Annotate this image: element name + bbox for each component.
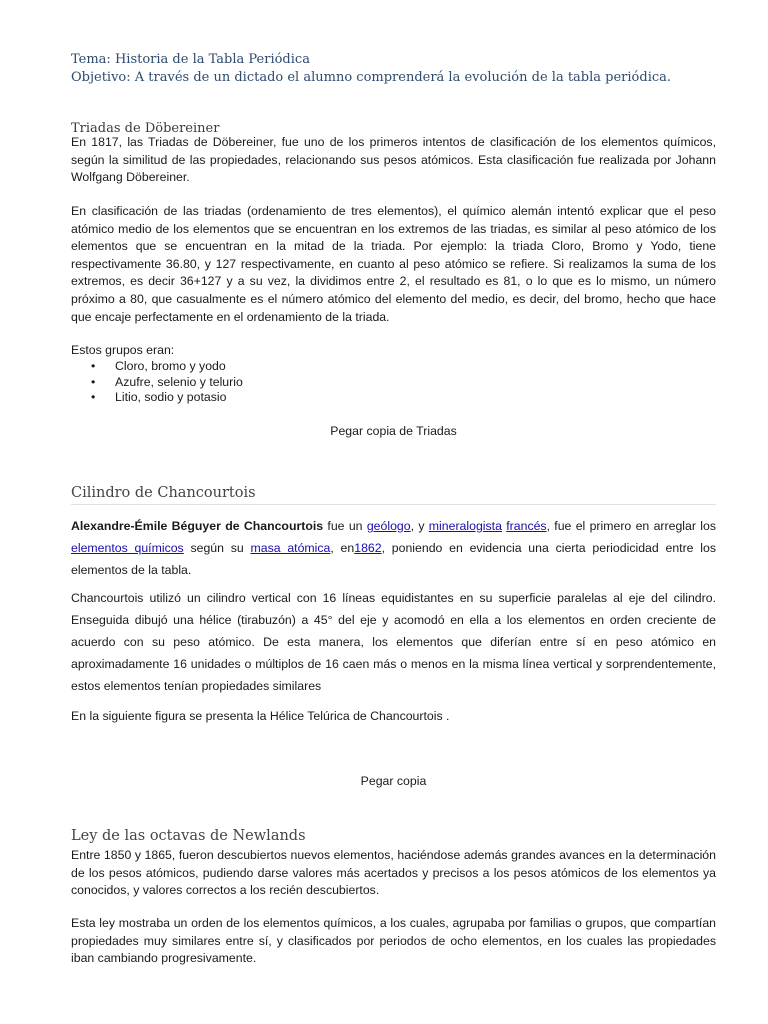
cilindro-heading-rule — [71, 504, 716, 505]
newlands-heading: Ley de las octavas de Newlands — [71, 828, 306, 844]
text-run: fue un — [323, 519, 367, 533]
text-run: , y — [410, 519, 429, 533]
cilindro-paragraph-2: Chancourtois utilizó un cilindro vertical con 16 líneas equidistantes en su superficie paralelas al eje del cilindro. Enseguida dibujó una hélice (tirabuzón) a 45° del eje y acomodó en ella a los elementos en orden creciente de acuerdo con su peso atómico. De esta manera, los elementos que diferían entre sí en peso atómico en aproximadamente 16 unidades o múltiplos de 16 caen más o menos en la misma línea vertical y sorprendentemente, estos elementos tenían propiedades similares — [71, 591, 716, 693]
triadas-paragraph-2: En clasificación de las triadas (ordenamiento de tres elementos), el químico alemán intentó explicar que el peso atómico medio de los elementos que se encuentran en los extremos de las triadas, es similar al peso atómico de los elementos que se encuentran en la mitad de la triada. Por ejemplo: la triada Cloro, Bromo y Yodo, tiene respectivamente 36.80, y 127 respectivamente, en cuanto al peso atómico se refiere. Si realizamos la suma de los extremos, es decir 36+127 y a su vez, la dividimos entre 2, el resultado es 81, o lo que es lo mismo, un número próximo a 80, que casualmente es el número atómico del elemento del medio, es decir, del bromo, hecho que hace que encaje perfectamente en el ordenamiento de la triada. — [71, 204, 716, 324]
list-item-text: Azufre, selenio y telurio — [115, 374, 243, 389]
text-run: , poniendo en evidencia una cierta periodicidad entre los elementos de la tabla. — [71, 541, 716, 577]
groups-list — [91, 359, 243, 406]
list-item — [91, 359, 243, 375]
chancourtois-name: Alexandre-Émile Béguyer de Chancourtois — [71, 519, 324, 533]
bullet: • — [91, 390, 96, 404]
link-elementos-quimicos[interactable]: elementos químicos — [71, 541, 184, 555]
cilindro-paragraph-3: En la siguiente figura se presenta la Hélice Telúrica de Chancourtois . — [71, 709, 450, 723]
list-item — [91, 390, 243, 406]
text-run: , fue el primero en arreglar los — [546, 519, 716, 533]
text-run: según su — [183, 541, 251, 555]
link-1862[interactable]: 1862 — [354, 541, 382, 555]
cilindro-paragraph-1 — [71, 515, 716, 581]
paste-triadas-note: Pegar copia de Triadas — [330, 424, 457, 438]
triadas-paragraph-1: En 1817, las Triadas de Döbereiner, fue uno de los primeros intentos de clasificación de los elementos químicos, según la similitud de las propiedades, relacionando sus pesos atómicos. Esta clasificación fue realizada por Johann Wolfgang Döbereiner. — [71, 135, 716, 185]
link-masa-atomica[interactable]: masa atómica — [250, 541, 331, 555]
cilindro-heading: Cilindro de Chancourtois — [71, 485, 256, 501]
link-geologo[interactable]: geólogo — [366, 519, 411, 533]
triadas-heading: Triadas de Döbereiner — [71, 121, 220, 136]
bullet: • — [91, 374, 96, 389]
list-item-text: Litio, sodio y potasio — [115, 390, 227, 404]
groups-intro: Estos grupos eran: — [71, 343, 175, 357]
objective-line: Objetivo: A través de un dictado el alumno comprenderá la evolución de la tabla periódica. — [71, 70, 672, 85]
list-item-text: Cloro, bromo y yodo — [115, 359, 226, 373]
topic-line: Tema: Historia de la Tabla Periódica — [71, 52, 310, 67]
newlands-paragraph-1: Entre 1850 y 1865, fueron descubiertos nuevos elementos, haciéndose además grandes avances en la determinación de los pesos atómicos, pudiendo darse valores más acertados y precisos a los pesos atómicos de los elementos ya conocidos, y valores correctos a los recién descubiertos. — [71, 848, 716, 898]
text-run: , en — [330, 541, 355, 555]
newlands-paragraph-2: Esta ley mostraba un orden de los elementos químicos, a los cuales, agrupaba por familias o grupos, que compartían propiedades muy similares entre sí, y clasificados por periodos de ocho elementos, en los cuales las propiedades iban cambiando progresivamente. — [71, 916, 716, 966]
list-item — [91, 375, 243, 391]
link-mineralogista[interactable]: mineralogista — [428, 519, 502, 533]
link-frances[interactable]: francés — [506, 519, 547, 533]
bullet: • — [91, 359, 96, 373]
paste-copy-note: Pegar copia — [360, 774, 427, 788]
